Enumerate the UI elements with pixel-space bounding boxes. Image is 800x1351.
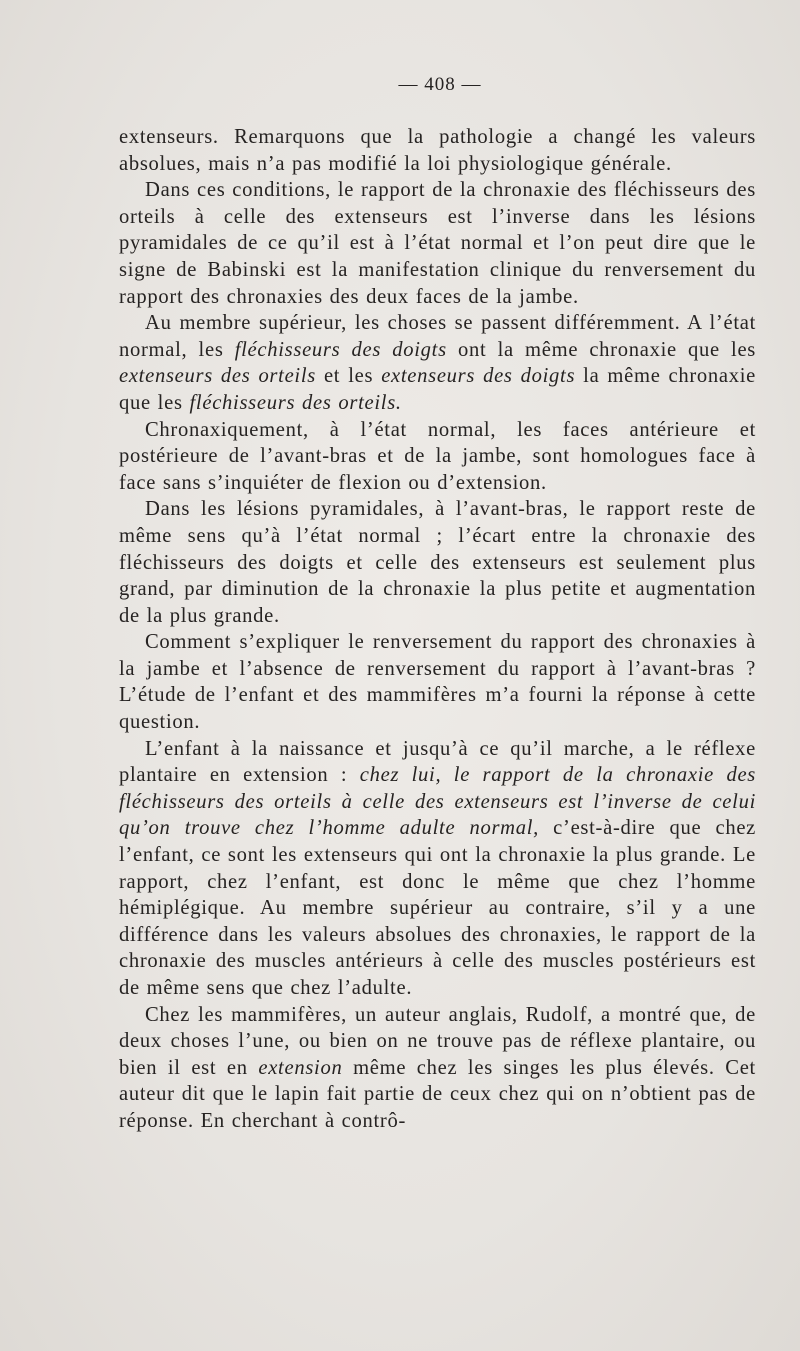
text-run: même chez les singes les plus élevés. Cet auteur dit que le lapin fait partie de ceux chez qui on n’obtient pas de réponse. En cherchant à contrô- [119, 1056, 756, 1132]
italic-run: chez lui, le rapport de la chronaxie des fléchisseurs des orteils à celle des extenseurs est l’inverse de celui qu’on trouve chez l’homme adulte normal, [119, 764, 757, 840]
text-run: L’enfant à la naissance et jusqu’à ce qu’il marche, a le réflexe plantaire en extension : [119, 737, 756, 787]
body-text [119, 124, 756, 1135]
text-run: et les [315, 365, 382, 388]
italic-run: extension [258, 1056, 343, 1079]
paragraph [119, 177, 756, 310]
text-run: ont la même chronaxie que les [446, 338, 757, 361]
paragraph [119, 496, 756, 629]
paragraph [119, 124, 756, 177]
paragraph [119, 736, 756, 1002]
text-run: Chronaxiquement, à l’état normal, les faces antérieure et postérieure de l’avant-bras et de la jambe, sont homologues face à face sans s’inquiéter de flexion ou d’extension. [119, 418, 756, 494]
text-run: extenseurs. Remarquons que la pathologie a changé les valeurs absolues, mais n’a pas modifié la loi physiologique générale. [119, 126, 756, 175]
paragraph [119, 1002, 756, 1135]
text-run: Dans ces conditions, le rapport de la chronaxie des fléchisseurs des orteils à celle des extenseurs est l’inverse dans les lésions pyramidales de ce qu’il est à l’état normal et l’on peut dire que le signe de Babinski est la manifestation clinique du renversement du rapport des chronaxies des deux faces de la jambe. [119, 179, 756, 308]
text-run: Au membre supérieur, les choses se passent différemment. A l’état normal, les [119, 312, 756, 361]
text-run: la même chronaxie que les [119, 365, 757, 414]
italic-run: extenseurs des orteils [119, 365, 316, 388]
paragraph [119, 417, 756, 497]
text-run: Comment s’expliquer le renversement du rapport des chronaxies à la jambe et l’absence de renversement du rapport à l’avant-bras ? L’étude de l’enfant et des mammifères m’a fourni la réponse à cette question. [119, 631, 756, 734]
page-number: — 408 — [398, 74, 482, 95]
italic-run: fléchisseurs des doigts [234, 338, 447, 361]
italic-run: fléchisseurs des orteils. [189, 391, 402, 414]
text-run: Chez les mammifères, un auteur anglais, Rudolf, a montré que, de deux choses l’une, ou bien on ne trouve pas de réflexe plantaire, ou bien il est en [119, 1003, 756, 1079]
text-run: Dans les lésions pyramidales, à l’avant-bras, le rapport reste de même sens qu’à l’état normal ; l’écart entre la chronaxie des fléchisseurs des doigts et celle des extenseurs est seulement plus grand, par diminution de la chronaxie la plus petite et augmentation de la plus grande. [119, 498, 756, 627]
text-run: c’est-à-dire que chez l’enfant, ce sont les extenseurs qui ont la chronaxie la plus grande. Le rapport, chez l’enfant, est donc le même que chez l’homme hémiplégique. Au membre supérieur au contraire, s’il y a une différence dans les valeurs absolues des chronaxies, le rapport de la chronaxie des muscles antérieurs à celle des muscles postérieurs est de même sens que chez l’adulte. [119, 817, 757, 999]
italic-run: extenseurs des doigts [381, 365, 576, 388]
paragraph [119, 629, 756, 735]
paragraph [119, 310, 756, 416]
